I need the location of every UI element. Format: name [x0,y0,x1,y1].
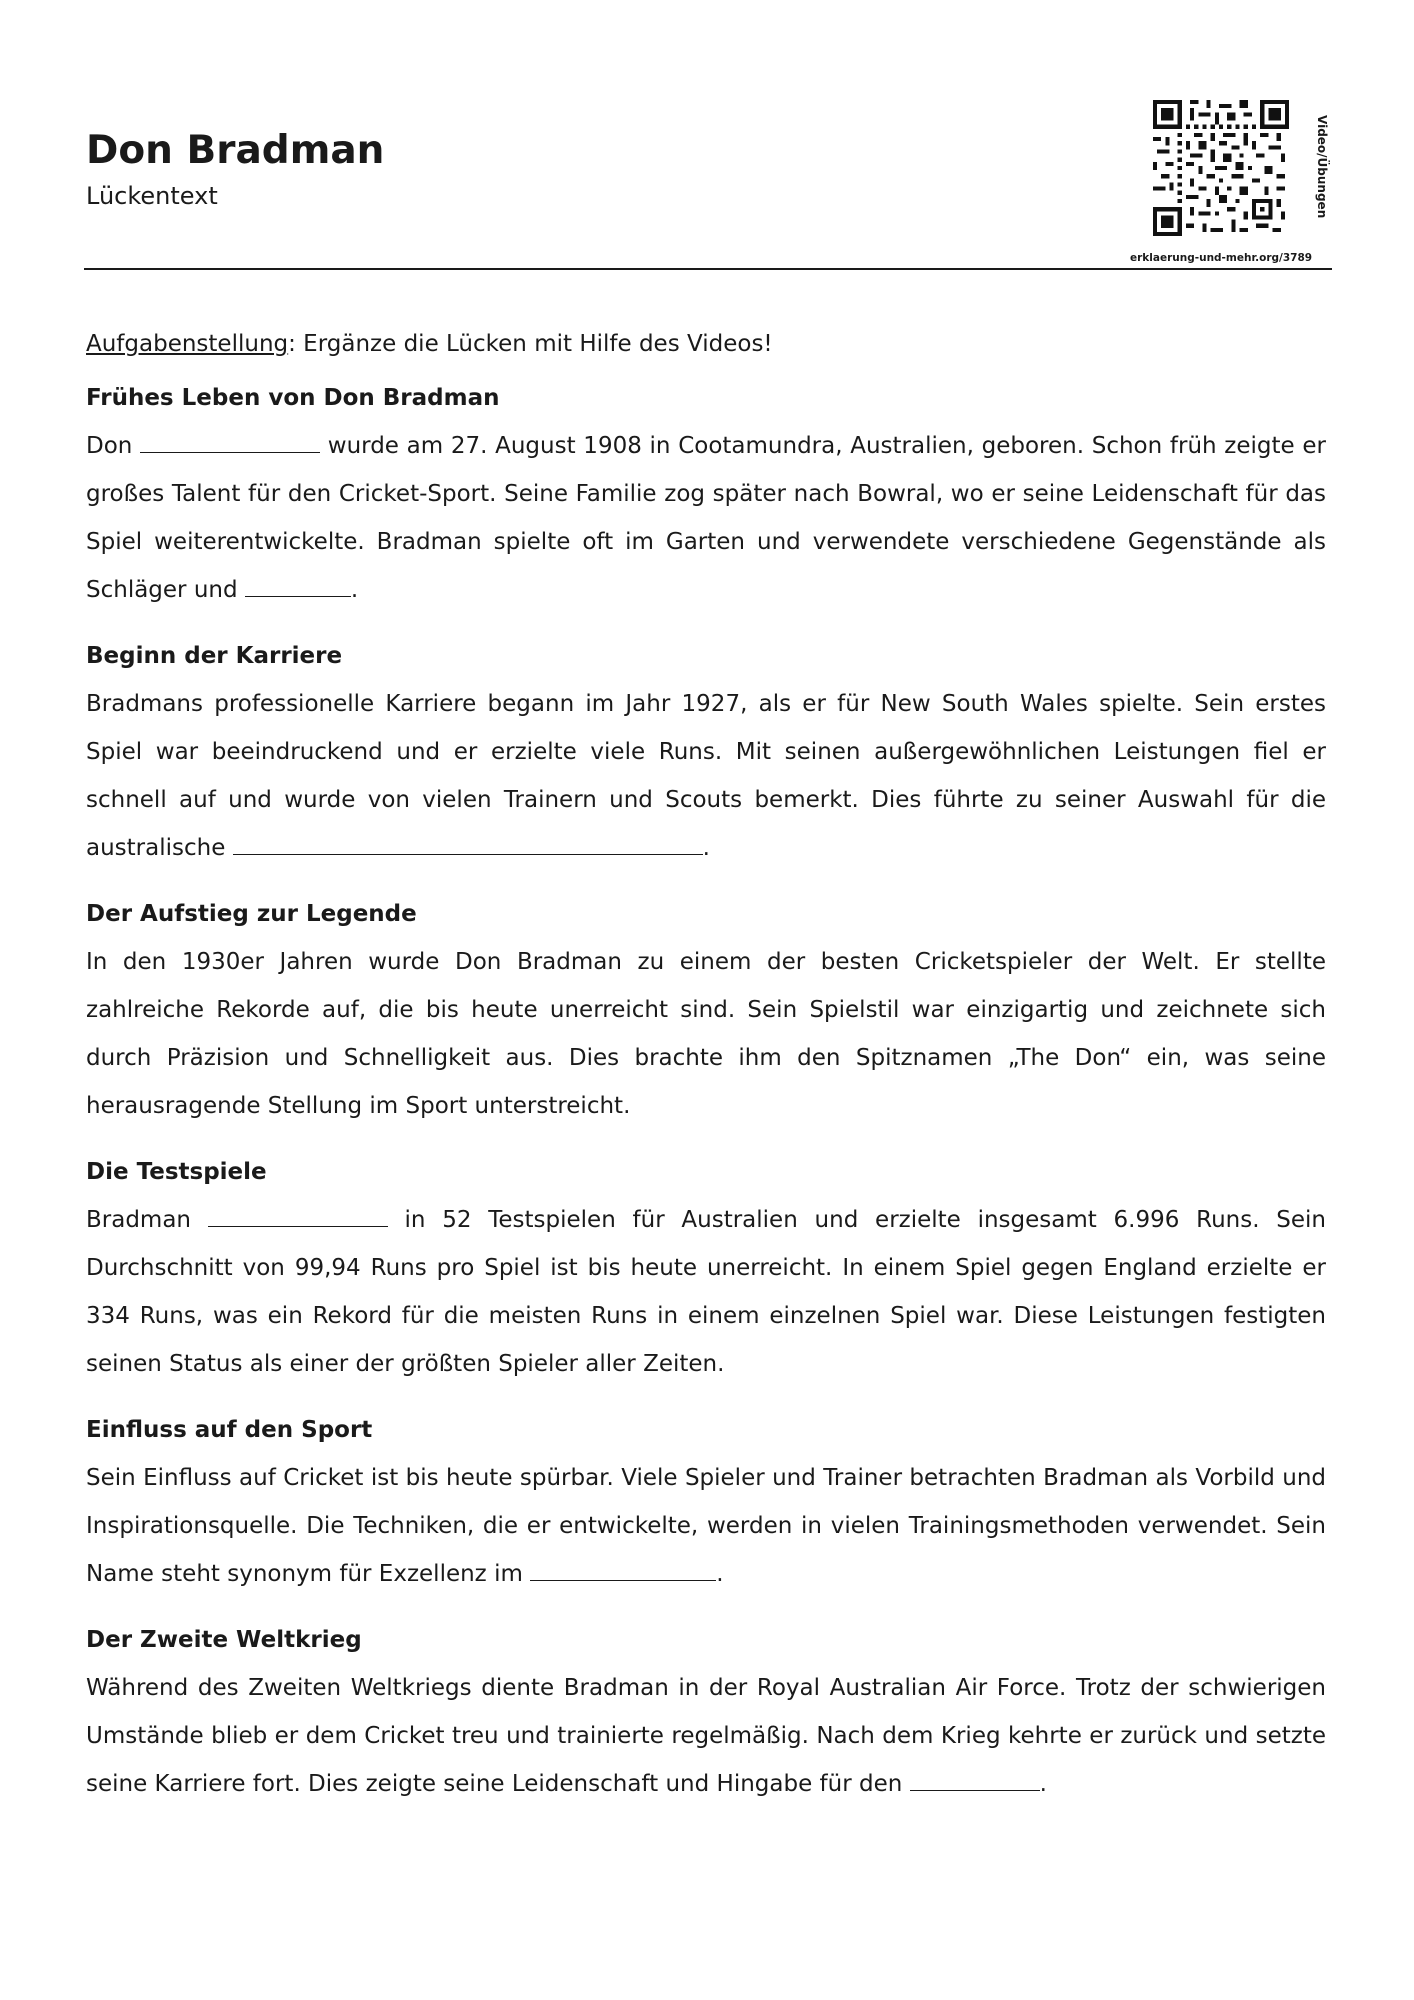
qr-url-link[interactable]: erklaerung-und-mehr.org/3789 [1130,252,1313,264]
header-divider [84,268,1332,270]
gap-blank[interactable] [140,428,320,453]
section-text: Sein Einfluss auf Cricket ist bis heute spürbar. Viele Spieler und Trainer betrachten Bradman als Vorbild und Inspirationsquelle. Die Techniken, die er entwickelte, werden in vielen Trainingsmethoden verwendet. Sein Name steht synonym für Exzellenz im . [86,1465,1326,1587]
section-influence [86,1406,1326,1598]
section-text: Während des Zweiten Weltkriegs diente Bradman in der Royal Australian Air Force. Trotz der schwierigen Umstände blieb er dem Cricket treu und trainierte regelmäßig. Nach dem Krieg kehrte er zurück und setzte seine Karriere fort. Dies zeigte seine Leidenschaft und Hingabe für den . [86,1675,1326,1797]
gap-blank[interactable] [233,830,703,855]
task-label: Aufgabenstellung [86,331,289,357]
section-text: Bradman in 52 Testspielen für Australien und erzielte insgesamt 6.996 Runs. Sein Durchschnitt von 99,94 Runs pro Spiel ist bis heute unerreicht. In einem Spiel gegen England erzielte er 334 Runs, was ein Rekord für die meisten Runs in einem einzelnen Spiel war. Diese Leistungen festigten seinen Status als einer der größten Spieler aller Zeiten. [86,1196,1326,1388]
section-text: Don wurde am 27. August 1908 in Cootamundra, Australien, geboren. Schon früh zeigte er großes Talent für den Cricket-Sport. Seine Familie zog später nach Bowral, wo er seine Leidenschaft für das Spiel weiterentwickelte. Bradman spielte oft im Garten und verwendete verschiedene Gegenstände als Schläger und . [86,422,1326,614]
task-instruction [86,320,1326,368]
qr-side-label: Video/Übungen [1315,115,1329,219]
gap-blank[interactable] [910,1766,1040,1791]
section-heading: Einfluss auf den Sport [86,1417,373,1443]
section-text: Bradmans professionelle Karriere begann im Jahr 1927, als er für New South Wales spielte. Sein erstes Spiel war beeindruckend und er erzielte viele Runs. Mit seinen außergewöhnlichen Leistungen fiel er schnell auf und wurde von vielen Trainern und Scouts bemerkt. Dies führte zu seiner Auswahl für die australische . [86,691,1326,861]
gap-blank[interactable] [530,1556,716,1581]
section-heading: Die Testspiele [86,1159,267,1185]
section-test-matches [86,1148,1326,1388]
section-legend [86,890,1326,1130]
task-text: : Ergänze die Lücken mit Hilfe des Videos! [288,331,773,357]
qr-code-icon[interactable] [1153,100,1289,236]
section-heading: Beginn der Karriere [86,643,343,669]
section-heading: Der Aufstieg zur Legende [86,901,417,927]
section-text: In den 1930er Jahren wurde Don Bradman zu einem der besten Cricketspieler der Welt. Er stellte zahlreiche Rekorde auf, die bis heute unerreicht sind. Sein Spielstil war einzigartig und zeichnete sich durch Präzision und Schnelligkeit aus. Dies brachte ihm den Spitznamen „The Don“ ein, was seine herausragende Stellung im Sport unterstreicht. [86,949,1326,1119]
section-heading: Der Zweite Weltkrieg [86,1627,362,1653]
section-career-start [86,632,1326,872]
section-world-war [86,1616,1326,1808]
gap-blank[interactable] [208,1202,388,1227]
page-subtitle: Lückentext [86,182,218,210]
page-title: Don Bradman [86,128,385,173]
gap-blank[interactable] [245,572,351,597]
document-body [86,320,1326,1826]
section-early-life [86,374,1326,614]
section-heading: Frühes Leben von Don Bradman [86,385,500,411]
